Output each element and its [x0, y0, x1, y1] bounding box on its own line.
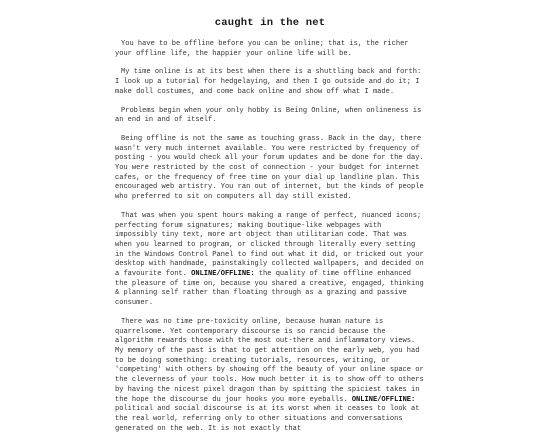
paragraph-6 [115, 318, 427, 434]
paragraph-6-text: There was no time pre-toxicity online, because human nature is quarrelsome. Yet contemporary discourse is so rancid because the algorithm rewards those with the most out-there and inflammatory views. My memory of the past is that to get attention on the early web, you had to be doing something: creating tutorials, resources, writing, or 'competing' with others by showing off the beauty of your online space or the cleverness of your tools. How much better it is to show off to others by having the nicest pixel dragon than by spitting the spiciest takes in the hope the discourse du jour hooks you more eyeballs. [115, 317, 424, 404]
paragraph-6-emphasis: ONLINE/OFFLINE: [351, 395, 416, 404]
article-body [115, 40, 427, 443]
paragraph-4: Being offline is not the same as touching grass. Back in the day, there wasn't very much internet available. You were restricted by frequency of posting - you would check all your forum updates and be done for the day. You were restricted by the cost of connection - your budget for internet cafes, or the frequency of free time on your dial up landline plan. This encouraged web artistry. You ran out of internet, but the kinds of people who preferred to sit on computers all day still existed. [115, 134, 424, 202]
paragraph-3: Problems begin when your only hobby is Being Online, when onlineness is an end in and of itself. [115, 106, 422, 125]
paragraph-6-text-end: political and social discourse is at its worst when it ceases to look at the real world, referring only to other situations and conversations generated on the web. It is not exactly that [115, 405, 420, 433]
paragraph-5-text-end: the quality of time offline enhanced the pleasure of time on, because you shared a creative, engaged, thinking & planning self rather than floating through as a grazing and passive consumer. [115, 270, 424, 308]
paragraph-5-emphasis: ONLINE/OFFLINE: [191, 270, 255, 279]
paragraph-2: My time online is at its best when there is a shuttling back and forth: I look up a tutorial for hedgelaying, and then I go outside and do it; I make doll costumes, and come back online and show off what I made. [115, 68, 422, 96]
page-title: caught in the net [214, 17, 326, 29]
paragraph-5-text: That was when you spent hours making a range of perfect, nuanced icons; perfecting forum signatures; making boutique-like webpages with impossibly tiny text, more art object than utilitarian code. That was when you learned to program, or clicked through literally every setting in the Windows Control Panel to find out what it did, or tricked out your desktop with handmade, painstakingly collected wallpapers, and decided on a favourite font. [115, 211, 424, 279]
paragraph-5 [115, 212, 427, 309]
paragraph-1: You have to be offline before you can be online; that is, the richer your offline life, the happier your online life will be. [115, 40, 409, 58]
